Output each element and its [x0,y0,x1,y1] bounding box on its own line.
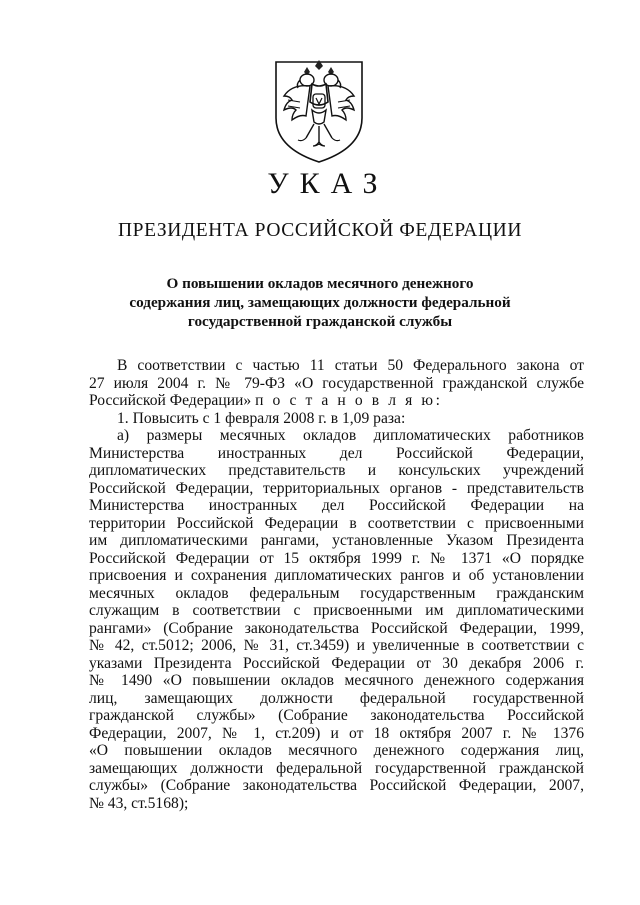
paragraph-line: Министерства иностранных дел Российской Федерации, [89,444,584,462]
document-type: УКАЗ [267,167,389,200]
paragraph-line: рангами» (Собрание законодательства Российской Федерации, 1999, [89,619,584,637]
paragraph-line: № 1490 «О повышении окладов месячного денежного содержания [89,672,584,689]
paragraph-line: Федерации, 2007, № 1, ст.209) и от 18 октября 2007 г. № 1376 [89,724,584,742]
paragraph-line: Российской Федерации, территориальных органов - представительств [89,479,584,497]
paragraph-line: службы» (Собрание законодательства Российской Федерации, 2007, [89,777,584,794]
paragraph-line: им дипломатическими рангами, установленные Указом Президента [89,532,584,549]
paragraph-line: Министерства иностранных дел Российской Федерации на [89,497,584,514]
paragraph-line: № 42, ст.5012; 2006, № 31, ст.3459) и увеличенные в соответствии с [89,637,584,654]
title-line: содержания лиц, замещающих должности федеральной [129,294,511,311]
item-1: 1. Повысить с 1 февраля 2008 г. в 1,09 раза: [117,409,406,427]
paragraph-line: Российской Федерации от 15 октября 1999 г. № 1371 «О порядке [89,549,584,567]
title-line: О повышении окладов месячного денежного [166,275,474,292]
paragraph-line: № 43, ст.5168); [89,794,189,812]
paragraph-line: территории Российской Федерации в соответствии с присвоенными [89,514,584,532]
coat-of-arms-icon [270,56,368,166]
paragraph-line: В соответствии с частью 11 статьи 50 Федерального закона от [117,357,584,374]
decree-word: п о с т а н о в л я ю: [255,392,443,409]
paragraph-line: «О повышении окладов месячного денежного содержания лиц, [89,742,584,759]
document-issuer: ПРЕЗИДЕНТА РОССИЙСКОЙ ФЕДЕРАЦИИ [117,220,523,241]
paragraph-line: служащим в соответствии с присвоенными им дипломатическими [89,602,584,619]
paragraph-line: гражданской службы» (Собрание законодательства Российской [89,707,584,724]
title-line: государственной гражданской службы [187,313,453,330]
paragraph-line: присвоения и сохранения дипломатических рангов и об установлении [89,567,584,584]
paragraph-line: дипломатических представительств и консульских учреждений [89,462,584,479]
paragraph-line: замещающих должности федеральной государственной гражданской [89,759,584,777]
paragraph-line: а) размеры месячных окладов дипломатических работников [117,427,584,444]
paragraph-line: 27 июля 2004 г. № 79-ФЗ «О государственной гражданской службе [89,374,584,392]
paragraph-line: указами Президента Российской Федерации от 30 декабря 2006 г. [89,654,584,672]
document-title [90,274,550,331]
paragraph-text: Российской Федерации» [89,392,252,409]
document-body [89,357,584,812]
paragraph-line [89,392,584,410]
paragraph-line: лиц, замещающих должности федеральной государственной [89,689,584,707]
paragraph-line: месячных окладов федеральным государственным гражданским [89,584,584,602]
